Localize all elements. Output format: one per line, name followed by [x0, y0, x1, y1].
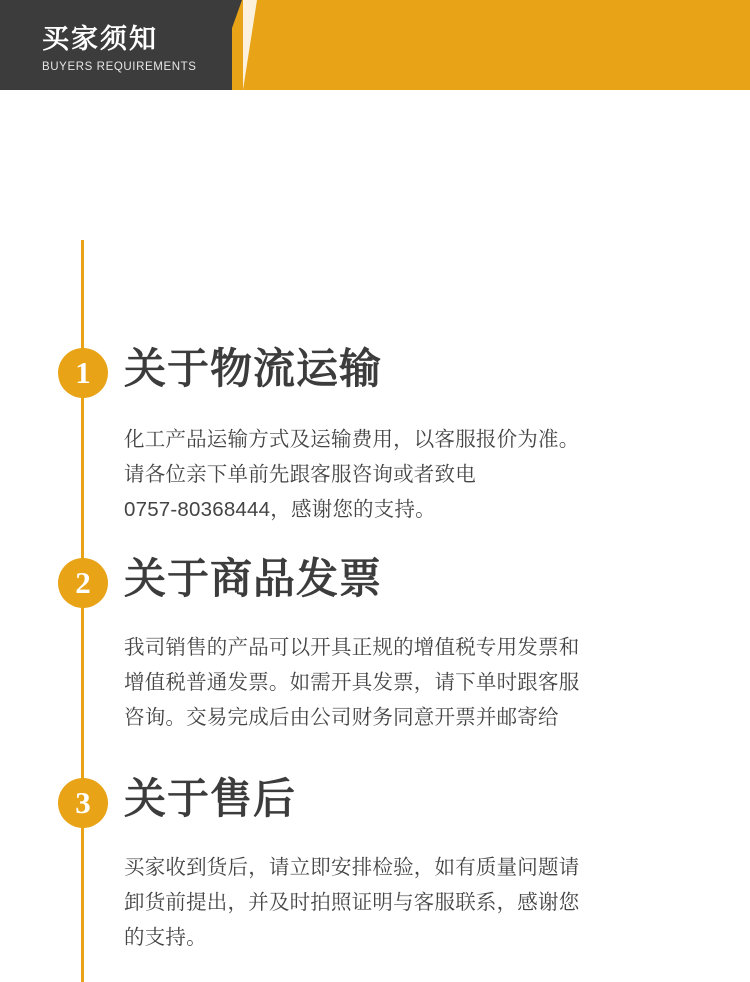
- header-tab-slant: [210, 0, 242, 90]
- header-text-group: [42, 24, 197, 75]
- section-body-1-line-2: 请各位亲下单前先跟客服咨询或者致电: [124, 463, 476, 486]
- section-title-1: 关于物流运输: [124, 345, 383, 392]
- header-title-en: BUYERS REQUIREMENTS: [42, 61, 197, 73]
- section-body-3-line-1: 买家收到货后，请立即安排检验，如有质量问题请: [124, 856, 580, 879]
- section-body-3-line-3: 的支持。: [124, 926, 207, 949]
- header-divider-slash: [243, 0, 257, 90]
- section-body-3: [124, 850, 694, 955]
- section-body-2-line-3: 咨询。交易完成后由公司财务同意开票并邮寄给: [124, 706, 559, 729]
- section-body-3-line-2: 卸货前提出，并及时拍照证明与客服联系，感谢您: [124, 891, 580, 914]
- section-number-badge-3: 3: [58, 778, 108, 828]
- section-number-badge-1: 1: [58, 348, 108, 398]
- section-title-3: 关于售后: [124, 775, 297, 822]
- section-body-2-line-1: 我司销售的产品可以开具正规的增值税专用发票和: [124, 636, 580, 659]
- section-body-1-line-3: 0757-80368444，感谢您的支持。: [124, 498, 436, 521]
- page-header-banner: [0, 0, 750, 90]
- section-title-2: 关于商品发票: [124, 555, 383, 602]
- notice-content: [0, 90, 750, 950]
- section-body-2: [124, 630, 694, 735]
- section-body-2-line-2: 增值税普通发票。如需开具发票，请下单时跟客服: [124, 671, 580, 694]
- header-title-cn: 买家须知: [42, 24, 158, 54]
- section-body-1-line-1: 化工产品运输方式及运输费用，以客服报价为准。: [124, 428, 580, 451]
- section-number-badge-2: 2: [58, 558, 108, 608]
- section-body-1: [124, 422, 694, 527]
